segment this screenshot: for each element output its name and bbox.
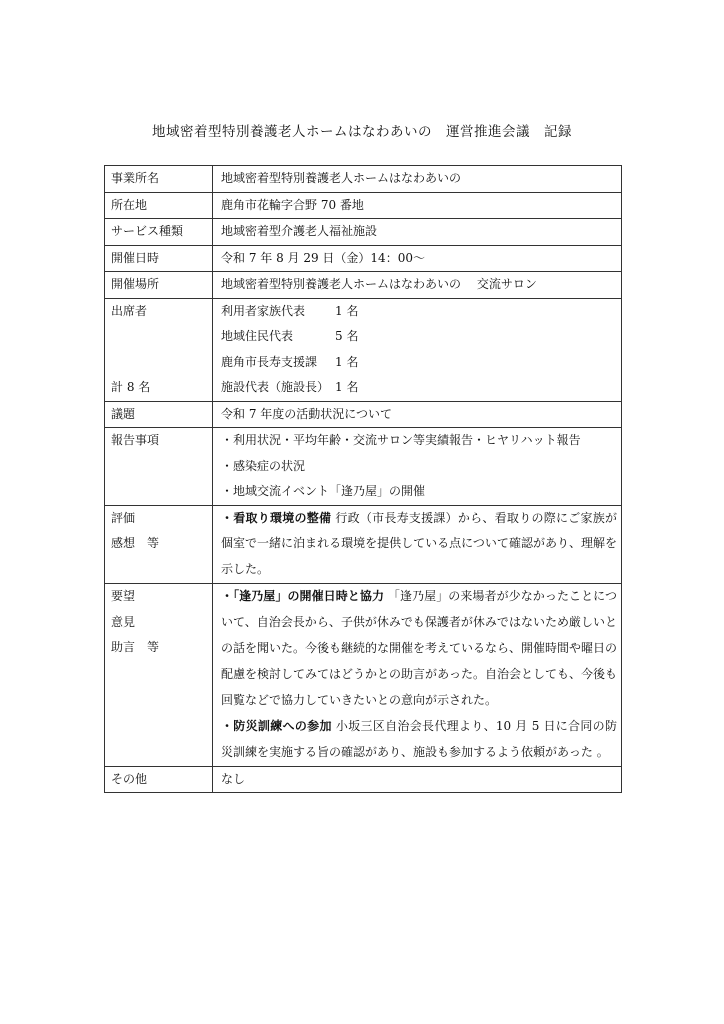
meeting-record-table [104, 165, 622, 793]
evaluation-label: 評価 [111, 510, 136, 525]
evaluation-label: 感想 等 [111, 536, 160, 550]
venue-value: 地域密着型特別養護老人ホームはなわあいの 交流サロン [213, 272, 622, 299]
report-item: ・利用状況・平均年齢・交流サロン等実績報告・ヒヤリハット報告 [221, 433, 581, 447]
office-value: 地域密着型特別養護老人ホームはなわあいの [213, 166, 622, 193]
evaluation-body: 行政（市長寿支援課）から、看取りの際にご家族が個室で一緒に泊まれる環境を提供している点について確認があり、理解を示した。 [221, 510, 617, 577]
requests-label-cell [105, 584, 213, 766]
request-body: 「逢乃屋」の来場者が少なかったことについて、自治会長から、子供が休みでも保護者が休みではないため厳しいとの話を聞いた。今後も継続的な開催を考えているなら、開催時間や曜日の配慮を検討してみてはどうかとの助言があった。自治会としても、今後も回覧などで協力していきたいとの意向が示された。 [221, 589, 618, 707]
agenda-value: 令和 7 年度の活動状況について [213, 401, 622, 428]
reports-list [213, 428, 622, 506]
venue-label: 開催場所 [105, 272, 213, 299]
table-row-service [105, 219, 622, 246]
request-item [221, 584, 617, 714]
requests-label: 助言 等 [111, 640, 160, 655]
attendee-item: 地域住民代表 5 名 [221, 329, 359, 343]
address-label: 所在地 [105, 192, 213, 219]
attendees-list [213, 298, 622, 401]
table-row-datetime [105, 245, 622, 272]
table-row-reports [105, 428, 622, 506]
report-item: ・感染症の状況 [221, 458, 306, 473]
service-value: 地域密着型介護老人福祉施設 [213, 219, 622, 246]
datetime-value: 令和 7 年 8 月 29 日（金）14：00～ [213, 245, 622, 272]
requests-label: 要望 [111, 589, 136, 604]
table-row-office [105, 166, 622, 193]
address-value: 鹿角市花輪字合野 70 番地 [213, 192, 622, 219]
page-title: 地域密着型特別養護老人ホームはなわあいの 運営推進会議 記録 [152, 124, 572, 140]
evaluation-heading: ・看取り環境の整備 [221, 510, 332, 525]
attendees-total: 計 8 名 [111, 380, 151, 394]
attendee-item: 鹿角市長寿支援課 1 名 [221, 354, 359, 369]
requests-label: 意見 [111, 614, 136, 629]
service-label: サービス種類 [105, 219, 213, 246]
requests-value [213, 584, 622, 766]
attendee-item: 施設代表（施設長） 1 名 [221, 380, 359, 394]
attendee-item: 利用者家族代表 1 名 [221, 303, 359, 318]
attendees-label-cell [105, 298, 213, 401]
other-label: その他 [105, 766, 213, 793]
request-heading: ・「逢乃屋」の開催日時と協力 [221, 589, 385, 604]
agenda-label: 議題 [105, 401, 213, 428]
request-heading: ・防災訓練への参加 [221, 718, 332, 733]
attendees-label: 出席者 [111, 303, 148, 318]
table-row-address [105, 192, 622, 219]
evaluation-label-cell [105, 505, 213, 584]
datetime-label: 開催日時 [105, 245, 213, 272]
request-body: 小坂三区自治会長代理より、10 月 5 日に合同の防災訓練を実施する旨の確認があり、施設も参加するよう依頼があった 。 [221, 718, 617, 759]
reports-label: 報告事項 [105, 428, 213, 506]
table-row-venue [105, 272, 622, 299]
request-item [221, 714, 617, 766]
table-row-requests [105, 584, 622, 766]
table-row-evaluation [105, 505, 622, 584]
table-row-agenda [105, 401, 622, 428]
other-value: なし [213, 766, 622, 793]
evaluation-value [213, 505, 622, 584]
report-item: ・地域交流イベント「逢乃屋」の開催 [221, 484, 426, 498]
office-label: 事業所名 [105, 166, 213, 193]
table-row-attendees [105, 298, 622, 401]
table-row-other [105, 766, 622, 793]
